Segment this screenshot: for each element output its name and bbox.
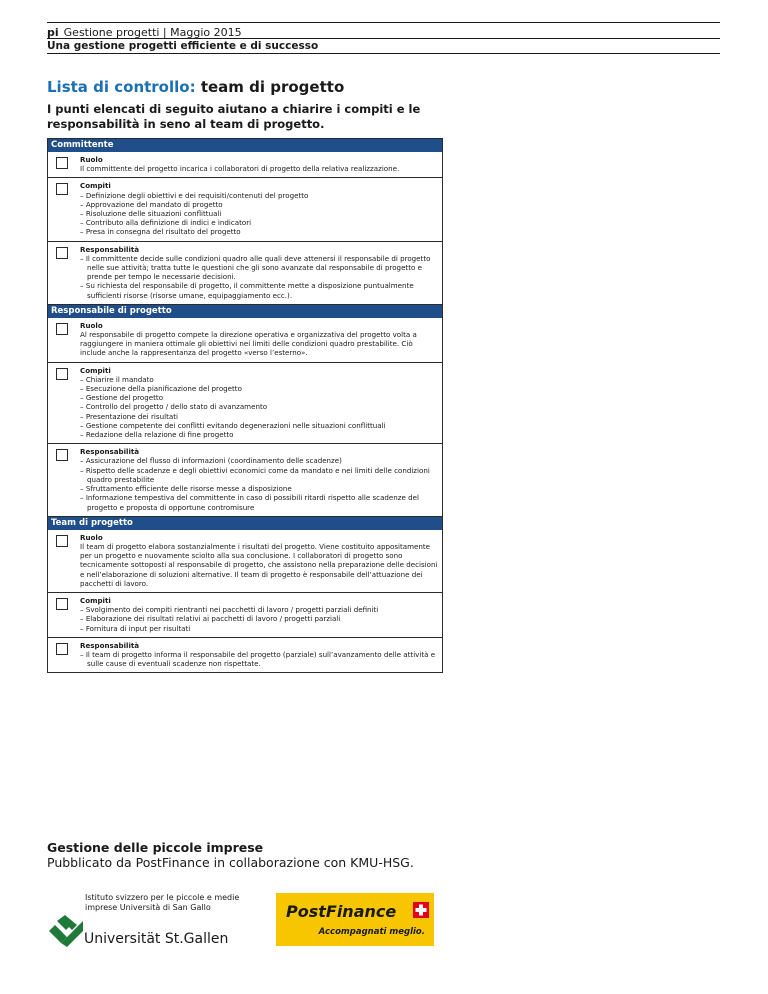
- bullet-item: – Esecuzione della pianificazione del progetto: [80, 384, 438, 393]
- item-bullets: [80, 254, 438, 300]
- header-subtitle: Una gestione progetti efficiente e di successo: [47, 38, 720, 54]
- footer-title: Gestione delle piccole imprese: [47, 840, 264, 855]
- checklist-item: [48, 152, 442, 177]
- item-bullets: [80, 650, 438, 668]
- checkbox[interactable]: [56, 183, 68, 195]
- bullet-item: – Rispetto delle scadenze e degli obiettivi economici come da mandato e nei limiti delle condizioni quadro prestabilite: [80, 466, 438, 484]
- bullet-item: – Gestione competente dei conflitti evitando degenerazioni nelle situazioni conflittuali: [80, 421, 438, 430]
- checklist-section: [47, 304, 443, 516]
- item-body: [80, 366, 438, 440]
- item-body: [80, 181, 438, 236]
- item-text: Il team di progetto elabora sostanzialmente i risultati del progetto. Viene costituito appositamente per un progetto e nuovamente sciolto alla sua conclusione. I collaboratori di progetto sono tecnicamente sottoposti al responsabile di progetto, che assistono nella preparazione delle decisioni e nell’elaborazione di soluzioni alternative. Il team di progetto è responsabile dell’attuazione dei pacchetti di lavoro.: [80, 541, 438, 588]
- checkbox[interactable]: [56, 449, 68, 461]
- bullet-item: – Il team di progetto informa il responsabile del progetto (parziale) sull’avanzamento delle attività e sulle cause di eventuali scadenze non rispettate.: [80, 650, 438, 668]
- postfinance-slogan: Accompagnati meglio.: [318, 927, 425, 937]
- bullet-item: – Approvazione del mandato di progetto: [80, 200, 438, 209]
- bullet-item: – Chiarire il mandato: [80, 375, 438, 384]
- checklist-item: [48, 362, 442, 444]
- checklist-item: [48, 530, 442, 592]
- checkbox[interactable]: [56, 157, 68, 169]
- checklist-section: [47, 138, 443, 304]
- bullet-item: – Redazione della relazione di fine progetto: [80, 430, 438, 439]
- postfinance-name: PostFinance: [286, 902, 397, 921]
- item-body: [80, 447, 438, 511]
- page-header: [47, 22, 720, 38]
- section-header: Responsabile di progetto: [48, 305, 442, 318]
- checklist-item: [48, 443, 442, 515]
- item-body: [80, 321, 438, 358]
- item-label: Responsabilità: [80, 244, 140, 254]
- hsg-logo-icon: [47, 913, 87, 949]
- item-bullets: [80, 375, 438, 439]
- title-main: team di progetto: [200, 78, 345, 96]
- item-body: [80, 596, 438, 633]
- bullet-item: – Su richiesta del responsabile di progetto, il committente mette a disposizione puntualmente sufficienti risorse (risorse umane, equipaggiamento ecc.).: [80, 281, 438, 299]
- item-body: [80, 641, 438, 669]
- checkbox[interactable]: [56, 598, 68, 610]
- footer-subtitle: Pubblicato da PostFinance in collaborazione con KMU-HSG.: [47, 855, 414, 870]
- section-header: Committente: [48, 139, 442, 152]
- item-label: Responsabilità: [80, 447, 140, 457]
- checklist-item: [48, 177, 442, 240]
- checklist-item: [48, 241, 442, 304]
- brand-mark: pi: [47, 26, 59, 39]
- item-label: Responsabilità: [80, 640, 140, 650]
- checkbox[interactable]: [56, 535, 68, 547]
- bullet-item: – Presa in consegna del risultato del progetto: [80, 227, 438, 236]
- checkbox[interactable]: [56, 368, 68, 380]
- bullet-item: – Sfruttamento efficiente delle risorse messe a disposizione: [80, 484, 438, 493]
- postfinance-logo: [276, 893, 434, 946]
- checkbox[interactable]: [56, 247, 68, 259]
- bullet-item: – Informazione tempestiva del committente in caso di possibili ritardi rispetto alle scadenze del progetto e proposta di opportune contromisure: [80, 493, 438, 511]
- bullet-item: – Il committente decide sulle condizioni quadro alle quali deve attenersi il responsabile di progetto nelle sue attività; tratta tutte le questioni che gli sono avanzate dal responsabile di progetto e prende per tempo le necessarie decisioni.: [80, 254, 438, 282]
- item-label: Compiti: [80, 181, 111, 191]
- item-bullets: [80, 456, 438, 511]
- bullet-item: – Gestione del progetto: [80, 393, 438, 402]
- swiss-cross-icon: [413, 902, 429, 918]
- header-publication: Gestione progetti | Maggio 2015: [63, 26, 242, 39]
- bullet-item: – Contributo alla definizione di indici e indicatori: [80, 218, 438, 227]
- bullet-item: – Controllo del progetto / dello stato di avanzamento: [80, 402, 438, 411]
- page-title: [47, 78, 344, 96]
- item-text: Al responsabile di progetto compete la direzione operativa e organizzativa del progetto volta a raggiungere in maniera ottimale gli obiettivi nei limiti delle condizioni quadro prestabilite. Ciò include anche la rappresentanza del progetto «verso l’esterno».: [80, 330, 417, 358]
- item-label: Ruolo: [80, 320, 103, 330]
- hsg-logo-block: [47, 893, 247, 953]
- checklist-item: [48, 318, 442, 362]
- checkbox[interactable]: [56, 643, 68, 655]
- bullet-item: – Definizione degli obiettivi e dei requisiti/contenuti del progetto: [80, 191, 438, 200]
- checklist-item: [48, 592, 442, 637]
- item-body: [80, 245, 438, 300]
- hsg-institute: Istituto svizzero per le piccole e medie imprese Università di San Gallo: [85, 893, 240, 912]
- bullet-item: – Elaborazione dei risultati relativi ai pacchetti di lavoro / progetti parziali: [80, 614, 438, 623]
- checklist-section: [47, 516, 443, 674]
- checklist: [47, 138, 443, 673]
- section-header: Team di progetto: [48, 517, 442, 530]
- bullet-item: – Fornitura di input per risultati: [80, 624, 438, 633]
- item-label: Compiti: [80, 365, 111, 375]
- item-bullets: [80, 605, 438, 633]
- item-label: Ruolo: [80, 155, 103, 164]
- item-bullets: [80, 191, 438, 237]
- item-text: Il committente del progetto incarica i collaboratori di progetto della relativa realizzazione.: [80, 164, 400, 174]
- hsg-name: Universität St.Gallen: [84, 931, 229, 947]
- item-body: [80, 533, 438, 588]
- bullet-item: – Presentazione dei risultati: [80, 412, 438, 421]
- item-label: Compiti: [80, 595, 111, 605]
- bullet-item: – Svolgimento dei compiti rientranti nei pacchetti di lavoro / progetti parziali definiti: [80, 605, 438, 614]
- item-label: Ruolo: [80, 532, 103, 542]
- checkbox[interactable]: [56, 323, 68, 335]
- title-prefix: Lista di controllo:: [47, 78, 196, 96]
- bullet-item: – Assicurazione del flusso di informazioni (coordinamento delle scadenze): [80, 456, 438, 465]
- bullet-item: – Risoluzione delle situazioni conflittuali: [80, 209, 438, 218]
- intro-text: I punti elencati di seguito aiutano a chiarire i compiti e le responsabilità in seno al team di progetto.: [47, 102, 421, 131]
- item-body: [80, 155, 438, 173]
- checklist-item: [48, 637, 442, 673]
